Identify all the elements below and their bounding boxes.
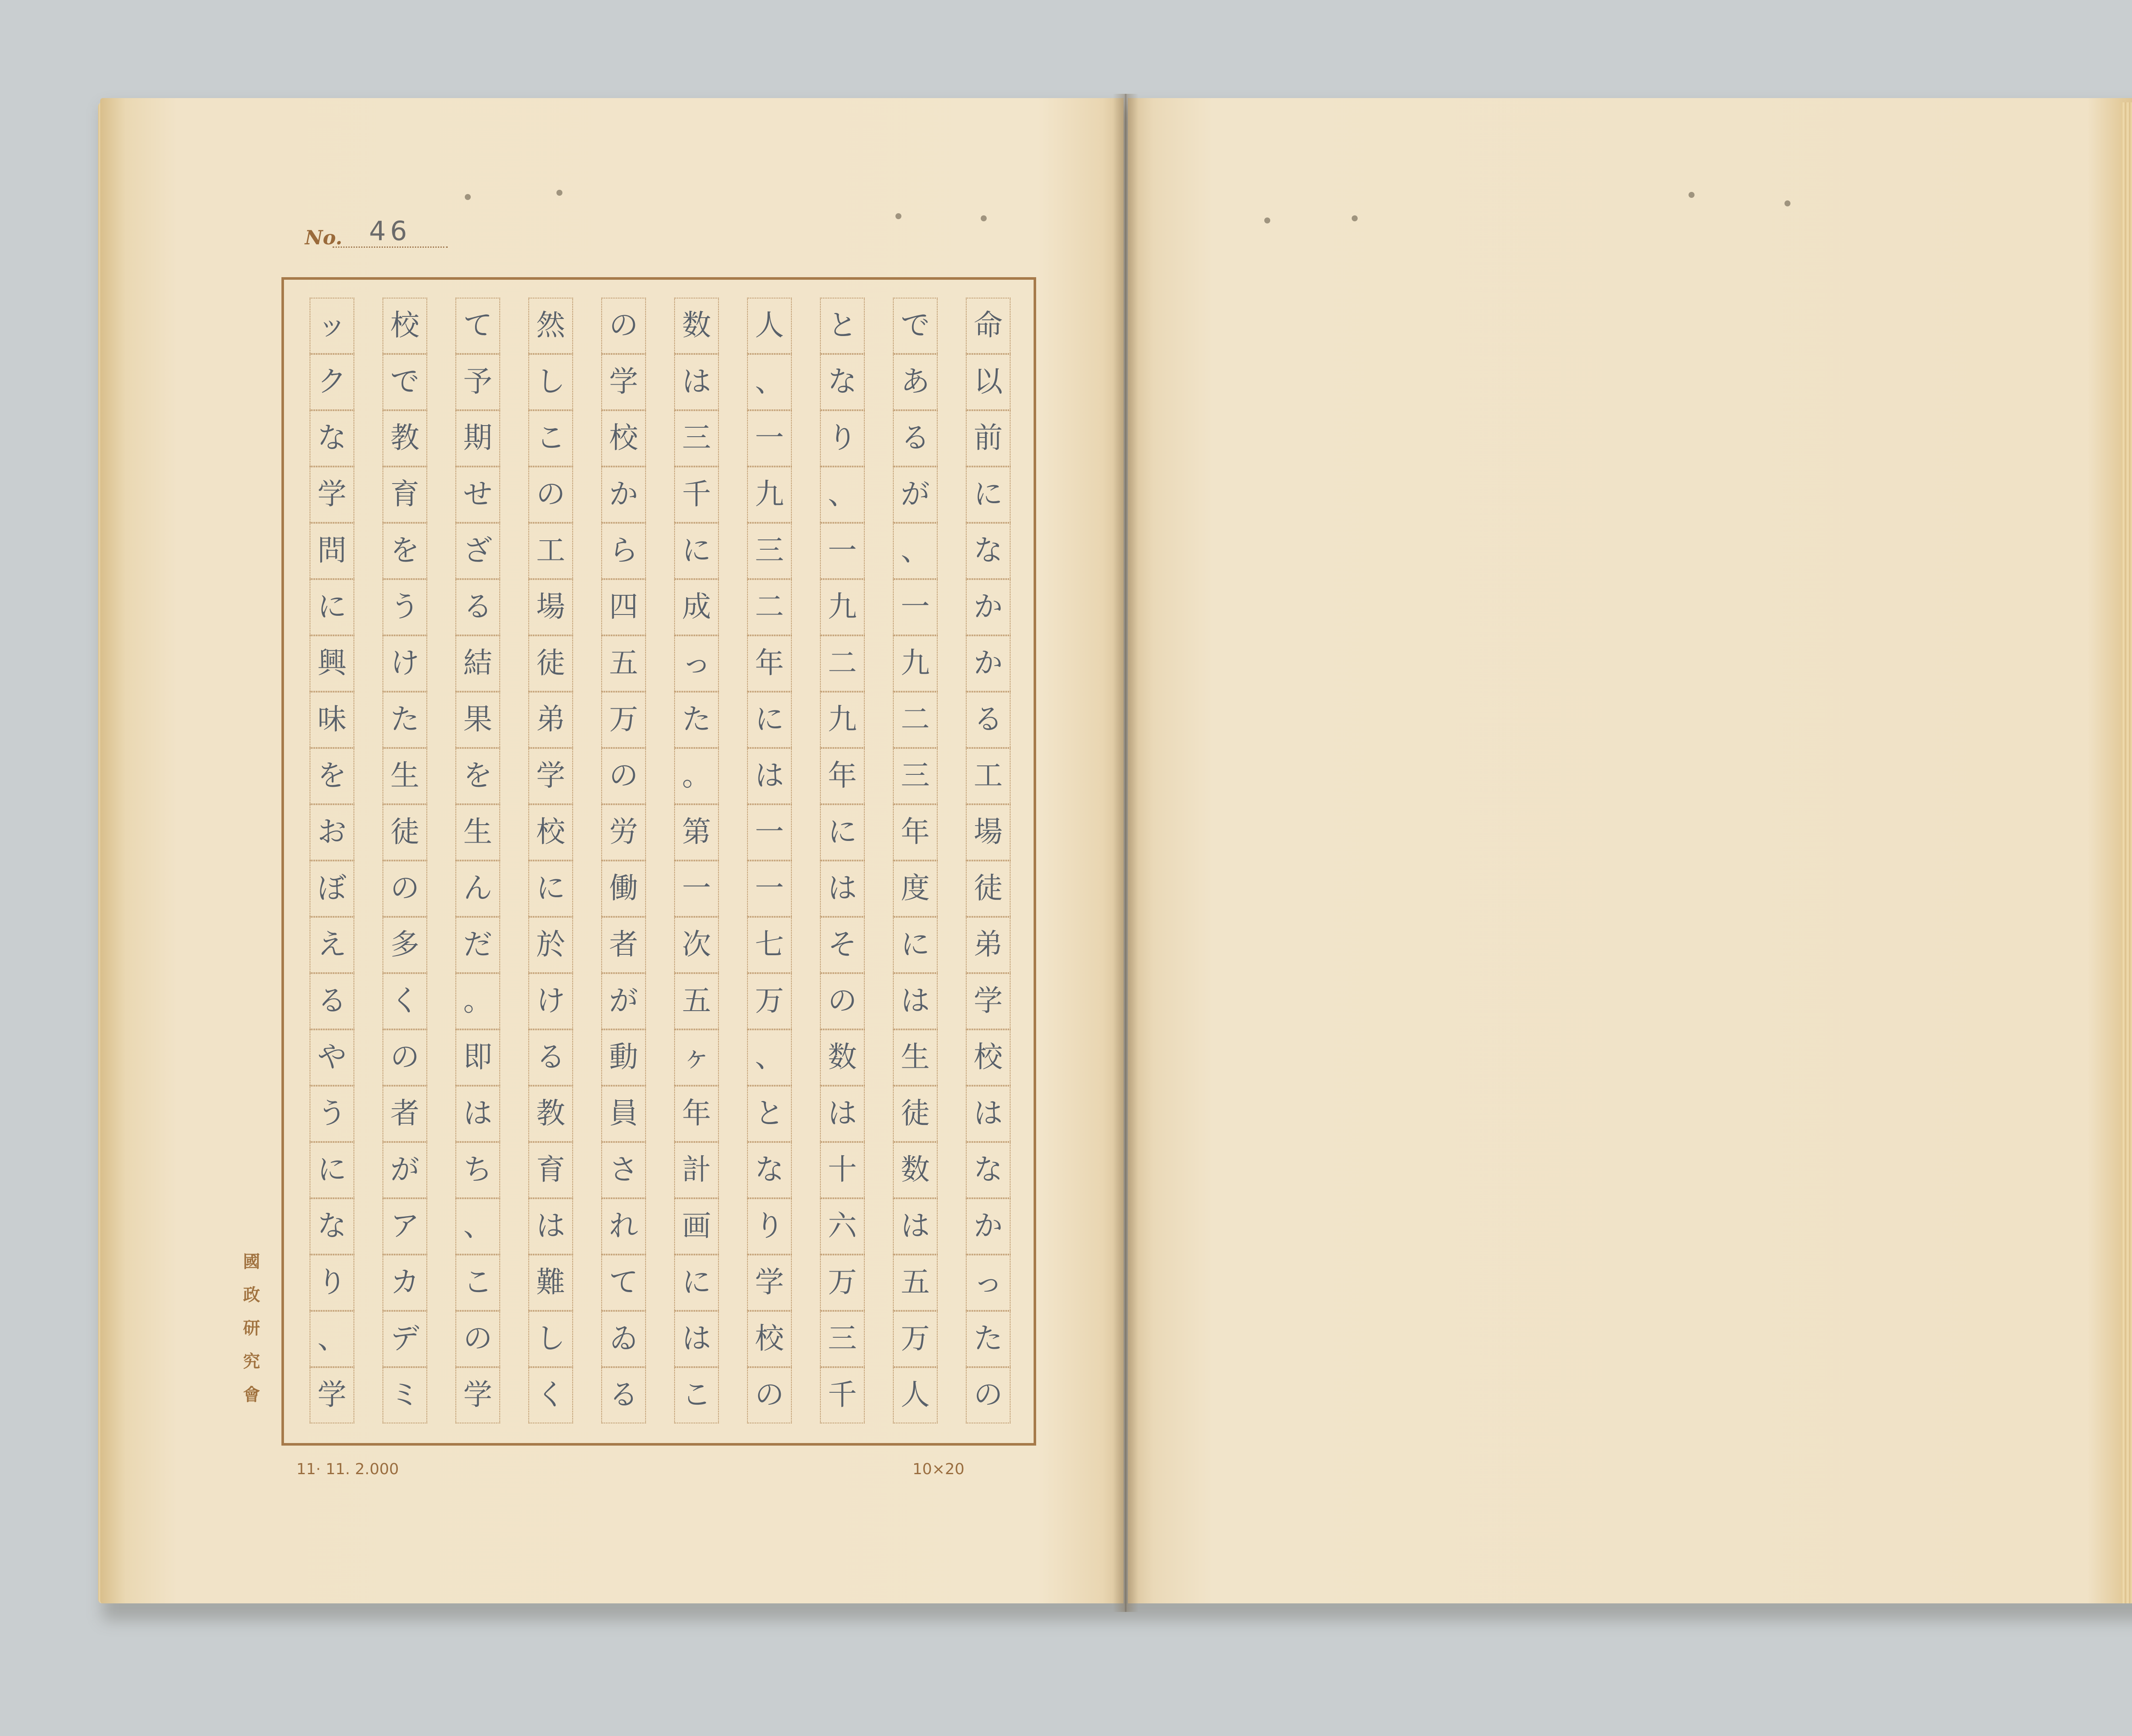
manuscript-cell: 。 [455, 973, 500, 1029]
binding-hole [1352, 215, 1358, 221]
manuscript-cell: 九 [820, 692, 865, 748]
manuscript-cell: 学 [966, 973, 1011, 1029]
manuscript-cell: だ [455, 917, 500, 973]
manuscript-cell: な [310, 1198, 354, 1255]
manuscript-cell: 校 [747, 1311, 792, 1367]
stamp-character: 政 [243, 1285, 260, 1305]
manuscript-cell: り [820, 410, 865, 467]
manuscript-cell: に [966, 467, 1011, 523]
manuscript-cell: り [310, 1255, 354, 1311]
manuscript-cell: に [310, 579, 354, 635]
manuscript-cell: は [747, 748, 792, 804]
publisher-stamp [239, 1245, 264, 1411]
manuscript-cell: 五 [601, 635, 646, 692]
page-number-value: 46 [333, 215, 448, 248]
manuscript-cell: に [528, 861, 573, 917]
manuscript-cell: の [455, 1311, 500, 1367]
manuscript-cell: と [747, 1086, 792, 1142]
print-code: 11· 11. 2.000 [296, 1461, 399, 1478]
manuscript-column [310, 298, 354, 1423]
manuscript-cell: 万 [601, 692, 646, 748]
manuscript-cell: っ [966, 1255, 1011, 1311]
manuscript-column [382, 298, 427, 1423]
page-number-label: No. [305, 226, 342, 249]
stamp-character: 究 [243, 1351, 260, 1371]
manuscript-cell: 学 [310, 467, 354, 523]
manuscript-cell: 労 [601, 804, 646, 861]
manuscript-cell: 三 [674, 410, 719, 467]
manuscript-cell: は [455, 1086, 500, 1142]
binding-hole [1689, 192, 1695, 198]
manuscript-cell: り [747, 1198, 792, 1255]
manuscript-cell: る [455, 579, 500, 635]
manuscript-cell: 果 [455, 692, 500, 748]
manuscript-cell: が [601, 973, 646, 1029]
manuscript-cell: る [310, 973, 354, 1029]
manuscript-cell: 者 [382, 1086, 427, 1142]
manuscript-cell: デ [382, 1311, 427, 1367]
manuscript-cell: 工 [528, 523, 573, 579]
manuscript-cell: る [528, 1029, 573, 1086]
manuscript-cell: に [893, 917, 938, 973]
manuscript-column [674, 298, 719, 1423]
manuscript-cell: れ [601, 1198, 646, 1255]
manuscript-cell: 、 [893, 523, 938, 579]
manuscript-cell: カ [382, 1255, 427, 1311]
binding-hole [556, 190, 562, 196]
manuscript-cell: 三 [893, 748, 938, 804]
manuscript-cell: 場 [966, 804, 1011, 861]
manuscript-cell: 、 [455, 1198, 500, 1255]
manuscript-cell: こ [528, 410, 573, 467]
manuscript-column [820, 298, 865, 1423]
manuscript-cell: 五 [893, 1255, 938, 1311]
manuscript-cell: 徒 [382, 804, 427, 861]
manuscript-cell: 教 [382, 410, 427, 467]
manuscript-cell: 千 [674, 467, 719, 523]
manuscript-cell: 一 [893, 579, 938, 635]
manuscript-cell: と [820, 298, 865, 354]
manuscript-cell: は [893, 973, 938, 1029]
manuscript-cell: ッ [310, 298, 354, 354]
manuscript-cell: 三 [747, 523, 792, 579]
manuscript-cell: な [966, 1142, 1011, 1198]
manuscript-cell: 生 [382, 748, 427, 804]
manuscript-cell: 工 [966, 748, 1011, 804]
manuscript-cell: か [966, 579, 1011, 635]
binding-hole [1264, 217, 1270, 223]
manuscript-cell: 一 [747, 861, 792, 917]
manuscript-cell: 二 [747, 579, 792, 635]
manuscript-cell: あ [893, 354, 938, 410]
manuscript-cell: 一 [820, 523, 865, 579]
manuscript-cell: 一 [674, 861, 719, 917]
manuscript-cell: の [601, 298, 646, 354]
manuscript-cell: 期 [455, 410, 500, 467]
manuscript-cell: の [601, 748, 646, 804]
stamp-character: 國 [243, 1252, 260, 1272]
stamp-character: 研 [243, 1318, 260, 1338]
manuscript-cell: 徒 [893, 1086, 938, 1142]
manuscript-cell: 前 [966, 410, 1011, 467]
manuscript-cell: 万 [820, 1255, 865, 1311]
manuscript-cell: か [601, 467, 646, 523]
manuscript-cell: に [820, 804, 865, 861]
manuscript-cell: 計 [674, 1142, 719, 1198]
page-stack-right [2121, 102, 2132, 1603]
manuscript-cell: 弟 [528, 692, 573, 748]
manuscript-cell: 生 [893, 1029, 938, 1086]
manuscript-cell: ア [382, 1198, 427, 1255]
manuscript-cell: な [820, 354, 865, 410]
manuscript-cell: の [382, 1029, 427, 1086]
manuscript-cell: う [310, 1086, 354, 1142]
manuscript-cell: ミ [382, 1367, 427, 1423]
binding-hole [465, 194, 471, 200]
manuscript-cell: 学 [310, 1367, 354, 1423]
binding-hole [895, 213, 901, 219]
manuscript-cell: か [966, 635, 1011, 692]
manuscript-cell: 、 [747, 1029, 792, 1086]
manuscript-cell: ヶ [674, 1029, 719, 1086]
manuscript-cell: ん [455, 861, 500, 917]
manuscript-cell: お [310, 804, 354, 861]
manuscript-cell: の [382, 861, 427, 917]
manuscript-cell: 。 [674, 748, 719, 804]
manuscript-cell: 命 [966, 298, 1011, 354]
manuscript-cell: 学 [528, 748, 573, 804]
manuscript-cell: 万 [747, 973, 792, 1029]
manuscript-cell: け [382, 635, 427, 692]
manuscript-cell: ぼ [310, 861, 354, 917]
manuscript-cell: に [747, 692, 792, 748]
manuscript-cell: て [601, 1255, 646, 1311]
manuscript-cell: け [528, 973, 573, 1029]
manuscript-cell: ら [601, 523, 646, 579]
manuscript-cell: 教 [528, 1086, 573, 1142]
manuscript-cell: 育 [382, 467, 427, 523]
stamp-character: 會 [243, 1385, 260, 1405]
manuscript-cell: 数 [820, 1029, 865, 1086]
manuscript-cell: を [455, 748, 500, 804]
manuscript-cell: 於 [528, 917, 573, 973]
manuscript-cell: 徒 [966, 861, 1011, 917]
manuscript-cell: 生 [455, 804, 500, 861]
manuscript-grid [281, 277, 1036, 1446]
manuscript-cell: し [528, 1311, 573, 1367]
manuscript-cell: は [820, 1086, 865, 1142]
manuscript-cell: に [674, 523, 719, 579]
manuscript-cell: 数 [893, 1142, 938, 1198]
manuscript-cell: の [820, 973, 865, 1029]
manuscript-column [528, 298, 573, 1423]
manuscript-cell: 画 [674, 1198, 719, 1255]
manuscript-cell: た [966, 1311, 1011, 1367]
manuscript-cell: 働 [601, 861, 646, 917]
grid-size-label: 10×20 [912, 1461, 965, 1478]
manuscript-cell: や [310, 1029, 354, 1086]
manuscript-cell: 年 [747, 635, 792, 692]
manuscript-cell: ざ [455, 523, 500, 579]
manuscript-cell: 成 [674, 579, 719, 635]
manuscript-cell: え [310, 917, 354, 973]
manuscript-cell: 員 [601, 1086, 646, 1142]
manuscript-cell: が [382, 1142, 427, 1198]
manuscript-cell: 校 [382, 298, 427, 354]
manuscript-cell: 多 [382, 917, 427, 973]
manuscript-cell: 興 [310, 635, 354, 692]
binding-hole [1784, 200, 1790, 206]
manuscript-cell: 度 [893, 861, 938, 917]
manuscript-cell: 味 [310, 692, 354, 748]
manuscript-cell: 弟 [966, 917, 1011, 973]
manuscript-cell: 年 [674, 1086, 719, 1142]
manuscript-cell: 一 [747, 804, 792, 861]
manuscript-column [747, 298, 792, 1423]
manuscript-cell: 学 [747, 1255, 792, 1311]
manuscript-cell: 、 [310, 1311, 354, 1367]
manuscript-cell: で [382, 354, 427, 410]
manuscript-cell: る [601, 1367, 646, 1423]
manuscript-cell: く [382, 973, 427, 1029]
manuscript-cell: に [674, 1255, 719, 1311]
manuscript-cell: ゐ [601, 1311, 646, 1367]
manuscript-cell: 結 [455, 635, 500, 692]
manuscript-cell: 人 [747, 298, 792, 354]
manuscript-cell: せ [455, 467, 500, 523]
manuscript-cell: 九 [747, 467, 792, 523]
manuscript-cell: う [382, 579, 427, 635]
manuscript-cell: た [674, 692, 719, 748]
manuscript-cell: て [455, 298, 500, 354]
manuscript-cell: 育 [528, 1142, 573, 1198]
manuscript-cell: は [528, 1198, 573, 1255]
binding-hole [981, 215, 987, 221]
manuscript-cell: の [528, 467, 573, 523]
manuscript-cell: 二 [820, 635, 865, 692]
manuscript-cell: 動 [601, 1029, 646, 1086]
manuscript-cell: 然 [528, 298, 573, 354]
manuscript-cell: さ [601, 1142, 646, 1198]
right-page [1128, 98, 2132, 1603]
manuscript-cell: 人 [893, 1367, 938, 1423]
manuscript-cell: 者 [601, 917, 646, 973]
manuscript-cell: 七 [747, 917, 792, 973]
manuscript-cell: 九 [820, 579, 865, 635]
manuscript-cell: 十 [820, 1142, 865, 1198]
manuscript-cell: そ [820, 917, 865, 973]
manuscript-cell: か [966, 1198, 1011, 1255]
manuscript-cell: 年 [820, 748, 865, 804]
manuscript-cell: の [747, 1367, 792, 1423]
manuscript-cell: な [310, 410, 354, 467]
manuscript-column [893, 298, 938, 1423]
manuscript-cell: し [528, 354, 573, 410]
manuscript-column [966, 298, 1011, 1423]
manuscript-cell: 九 [893, 635, 938, 692]
manuscript-cell: こ [455, 1255, 500, 1311]
manuscript-cell: 一 [747, 410, 792, 467]
manuscript-cell: 以 [966, 354, 1011, 410]
manuscript-cell: な [966, 523, 1011, 579]
book-gutter [1113, 94, 1138, 1612]
manuscript-cell: 二 [893, 692, 938, 748]
manuscript-cell: 五 [674, 973, 719, 1029]
manuscript-cell: 問 [310, 523, 354, 579]
manuscript-cell: 、 [747, 354, 792, 410]
manuscript-cell: る [966, 692, 1011, 748]
manuscript-cell: に [310, 1142, 354, 1198]
manuscript-cell: 四 [601, 579, 646, 635]
manuscript-cell: 場 [528, 579, 573, 635]
manuscript-cell: 校 [966, 1029, 1011, 1086]
manuscript-cell: 学 [601, 354, 646, 410]
manuscript-cell: 三 [820, 1311, 865, 1367]
manuscript-cell: 徒 [528, 635, 573, 692]
manuscript-cell: 、 [820, 467, 865, 523]
manuscript-cell: 次 [674, 917, 719, 973]
manuscript-cell: は [674, 1311, 719, 1367]
manuscript-cell: が [893, 467, 938, 523]
manuscript-cell: 校 [528, 804, 573, 861]
manuscript-cell: は [674, 354, 719, 410]
manuscript-cell: 千 [820, 1367, 865, 1423]
manuscript-cell: は [820, 861, 865, 917]
manuscript-cell: 数 [674, 298, 719, 354]
manuscript-cell: 六 [820, 1198, 865, 1255]
manuscript-cell: で [893, 298, 938, 354]
manuscript-cell: 万 [893, 1311, 938, 1367]
manuscript-cell: を [382, 523, 427, 579]
manuscript-cell: く [528, 1367, 573, 1423]
manuscript-cell: 難 [528, 1255, 573, 1311]
manuscript-cell: 予 [455, 354, 500, 410]
manuscript-cell: 第 [674, 804, 719, 861]
manuscript-cell: の [966, 1367, 1011, 1423]
manuscript-cell: 即 [455, 1029, 500, 1086]
manuscript-column [455, 298, 500, 1423]
manuscript-column [601, 298, 646, 1423]
manuscript-cell: っ [674, 635, 719, 692]
manuscript-cell: は [966, 1086, 1011, 1142]
manuscript-cell: ク [310, 354, 354, 410]
manuscript-cell: る [893, 410, 938, 467]
manuscript-cell: 学 [455, 1367, 500, 1423]
manuscript-cell: は [893, 1198, 938, 1255]
manuscript-cell: な [747, 1142, 792, 1198]
manuscript-cell: こ [674, 1367, 719, 1423]
manuscript-cell: ち [455, 1142, 500, 1198]
manuscript-cell: を [310, 748, 354, 804]
manuscript-cell: 年 [893, 804, 938, 861]
manuscript-cell: た [382, 692, 427, 748]
manuscript-cell: 校 [601, 410, 646, 467]
